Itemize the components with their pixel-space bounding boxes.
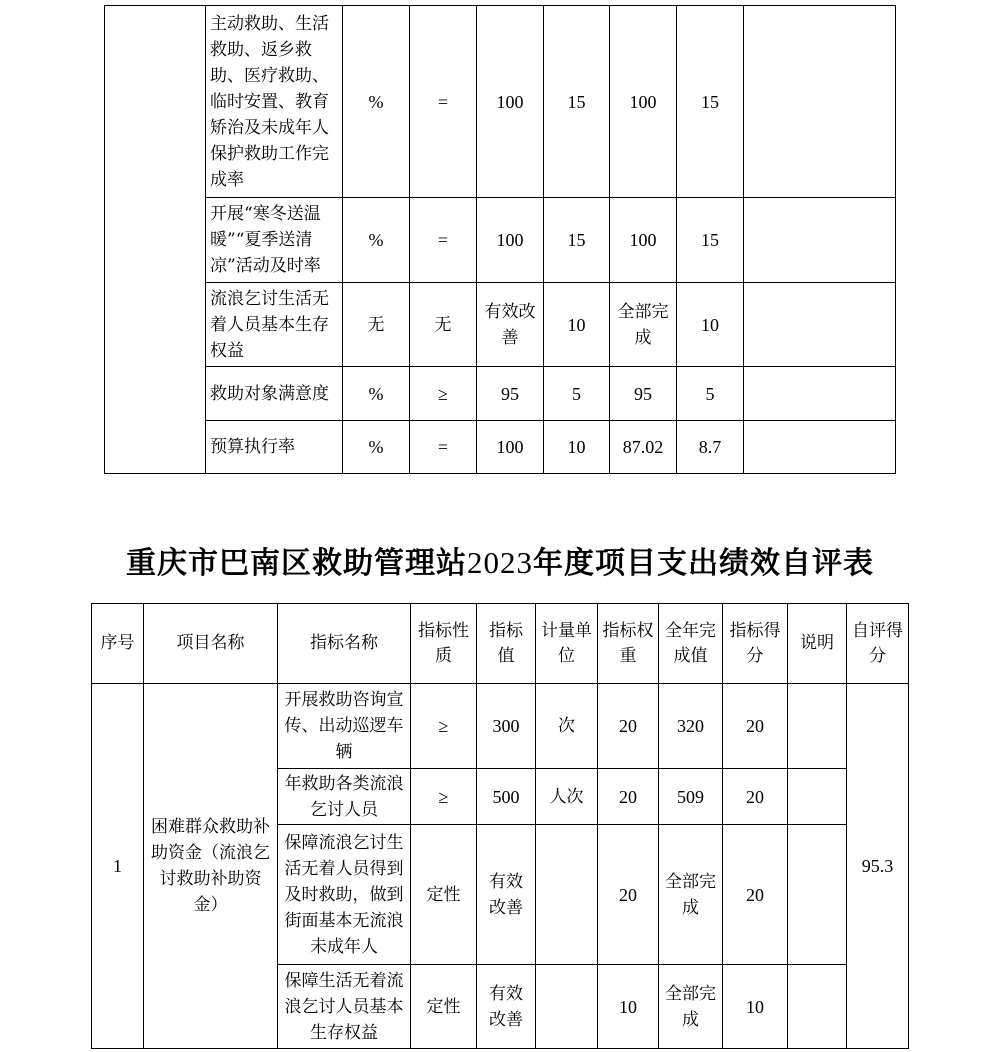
table-row bbox=[92, 684, 909, 769]
weight-cell: 20 bbox=[598, 769, 659, 825]
note-cell bbox=[788, 684, 847, 769]
indicator-table-continued bbox=[104, 5, 896, 474]
header-row bbox=[92, 604, 909, 684]
operator-cell: = bbox=[410, 198, 477, 283]
value-cell: 有效改善 bbox=[477, 825, 536, 965]
header-seq: 序号 bbox=[92, 604, 144, 684]
value-cell: 500 bbox=[477, 769, 536, 825]
score-cell: 8.7 bbox=[677, 421, 744, 474]
actual-cell: 全部完成 bbox=[659, 965, 723, 1049]
header-value: 指标值 bbox=[477, 604, 536, 684]
indicator-name: 预算执行率 bbox=[206, 421, 343, 474]
note-cell bbox=[744, 6, 896, 198]
actual-cell: 320 bbox=[659, 684, 723, 769]
score-cell: 15 bbox=[677, 198, 744, 283]
nature-cell: ≥ bbox=[411, 684, 477, 769]
unit-cell: % bbox=[343, 6, 410, 198]
table-row bbox=[105, 283, 896, 367]
nature-cell: 定性 bbox=[411, 825, 477, 965]
operator-cell: 无 bbox=[410, 283, 477, 367]
note-cell bbox=[788, 825, 847, 965]
header-indicator: 指标名称 bbox=[278, 604, 411, 684]
unit-cell: 人次 bbox=[536, 769, 598, 825]
actual-cell: 100 bbox=[610, 6, 677, 198]
title-year: 2023 bbox=[467, 545, 533, 580]
unit-cell: 次 bbox=[536, 684, 598, 769]
actual-cell: 全部完成 bbox=[610, 283, 677, 367]
actual-cell: 全部完成 bbox=[659, 825, 723, 965]
unit-cell bbox=[536, 965, 598, 1049]
performance-self-evaluation-table bbox=[91, 603, 909, 1049]
target-cell: 有效改善 bbox=[477, 283, 544, 367]
unit-cell: % bbox=[343, 198, 410, 283]
self-score-cell: 95.3 bbox=[847, 684, 909, 1049]
weight-cell: 20 bbox=[598, 684, 659, 769]
unit-cell: % bbox=[343, 367, 410, 421]
table-row bbox=[105, 367, 896, 421]
header-score: 指标得分 bbox=[723, 604, 788, 684]
target-cell: 100 bbox=[477, 198, 544, 283]
score-cell: 5 bbox=[677, 367, 744, 421]
target-cell: 100 bbox=[477, 6, 544, 198]
nature-cell: 定性 bbox=[411, 965, 477, 1049]
indicator-name: 开展“寒冬送温暖”“夏季送清凉”活动及时率 bbox=[206, 198, 343, 283]
indicator-name: 年救助各类流浪乞讨人员 bbox=[278, 769, 411, 825]
note-cell bbox=[788, 769, 847, 825]
value-cell: 有效改善 bbox=[477, 965, 536, 1049]
weight-cell: 5 bbox=[544, 367, 610, 421]
actual-cell: 100 bbox=[610, 198, 677, 283]
seq-cell: 1 bbox=[92, 684, 144, 1049]
note-cell bbox=[744, 421, 896, 474]
header-actual: 全年完成值 bbox=[659, 604, 723, 684]
blank-category-cell bbox=[105, 6, 206, 474]
value-cell: 300 bbox=[477, 684, 536, 769]
operator-cell: = bbox=[410, 6, 477, 198]
note-cell bbox=[744, 367, 896, 421]
title-suffix: 年度项目支出绩效自评表 bbox=[533, 546, 874, 581]
indicator-name: 救助对象满意度 bbox=[206, 367, 343, 421]
table-row bbox=[105, 421, 896, 474]
unit-cell: 无 bbox=[343, 283, 410, 367]
indicator-name: 流浪乞讨生活无着人员基本生存权益 bbox=[206, 283, 343, 367]
header-nature: 指标性质 bbox=[411, 604, 477, 684]
table-row bbox=[105, 198, 896, 283]
weight-cell: 15 bbox=[544, 6, 610, 198]
actual-cell: 87.02 bbox=[610, 421, 677, 474]
header-self-score: 自评得分 bbox=[847, 604, 909, 684]
score-cell: 10 bbox=[677, 283, 744, 367]
actual-cell: 95 bbox=[610, 367, 677, 421]
page-title bbox=[0, 540, 1000, 587]
indicator-name: 主动救助、生活救助、返乡救助、医疗救助、临时安置、教育矫治及未成年人保护救助工作完成率 bbox=[206, 6, 343, 198]
header-unit: 计量单位 bbox=[536, 604, 598, 684]
weight-cell: 20 bbox=[598, 825, 659, 965]
target-cell: 95 bbox=[477, 367, 544, 421]
weight-cell: 10 bbox=[598, 965, 659, 1049]
unit-cell: % bbox=[343, 421, 410, 474]
unit-cell bbox=[536, 825, 598, 965]
header-note: 说明 bbox=[788, 604, 847, 684]
note-cell bbox=[744, 198, 896, 283]
weight-cell: 10 bbox=[544, 283, 610, 367]
target-cell: 100 bbox=[477, 421, 544, 474]
score-cell: 20 bbox=[723, 769, 788, 825]
actual-cell: 509 bbox=[659, 769, 723, 825]
score-cell: 20 bbox=[723, 684, 788, 769]
table-row bbox=[105, 6, 896, 198]
title-prefix: 重庆市巴南区救助管理站 bbox=[126, 546, 467, 581]
indicator-name: 保障生活无着流浪乞讨人员基本生存权益 bbox=[278, 965, 411, 1049]
score-cell: 20 bbox=[723, 825, 788, 965]
indicator-name: 开展救助咨询宣传、出动巡逻车辆 bbox=[278, 684, 411, 769]
project-name-cell: 困难群众救助补助资金（流浪乞讨救助补助资金） bbox=[144, 684, 278, 1049]
indicator-name: 保障流浪乞讨生活无着人员得到及时救助，做到街面基本无流浪未成年人 bbox=[278, 825, 411, 965]
operator-cell: ≥ bbox=[410, 367, 477, 421]
score-cell: 15 bbox=[677, 6, 744, 198]
weight-cell: 10 bbox=[544, 421, 610, 474]
note-cell bbox=[744, 283, 896, 367]
note-cell bbox=[788, 965, 847, 1049]
header-project: 项目名称 bbox=[144, 604, 278, 684]
nature-cell: ≥ bbox=[411, 769, 477, 825]
score-cell: 10 bbox=[723, 965, 788, 1049]
weight-cell: 15 bbox=[544, 198, 610, 283]
header-weight: 指标权重 bbox=[598, 604, 659, 684]
operator-cell: = bbox=[410, 421, 477, 474]
